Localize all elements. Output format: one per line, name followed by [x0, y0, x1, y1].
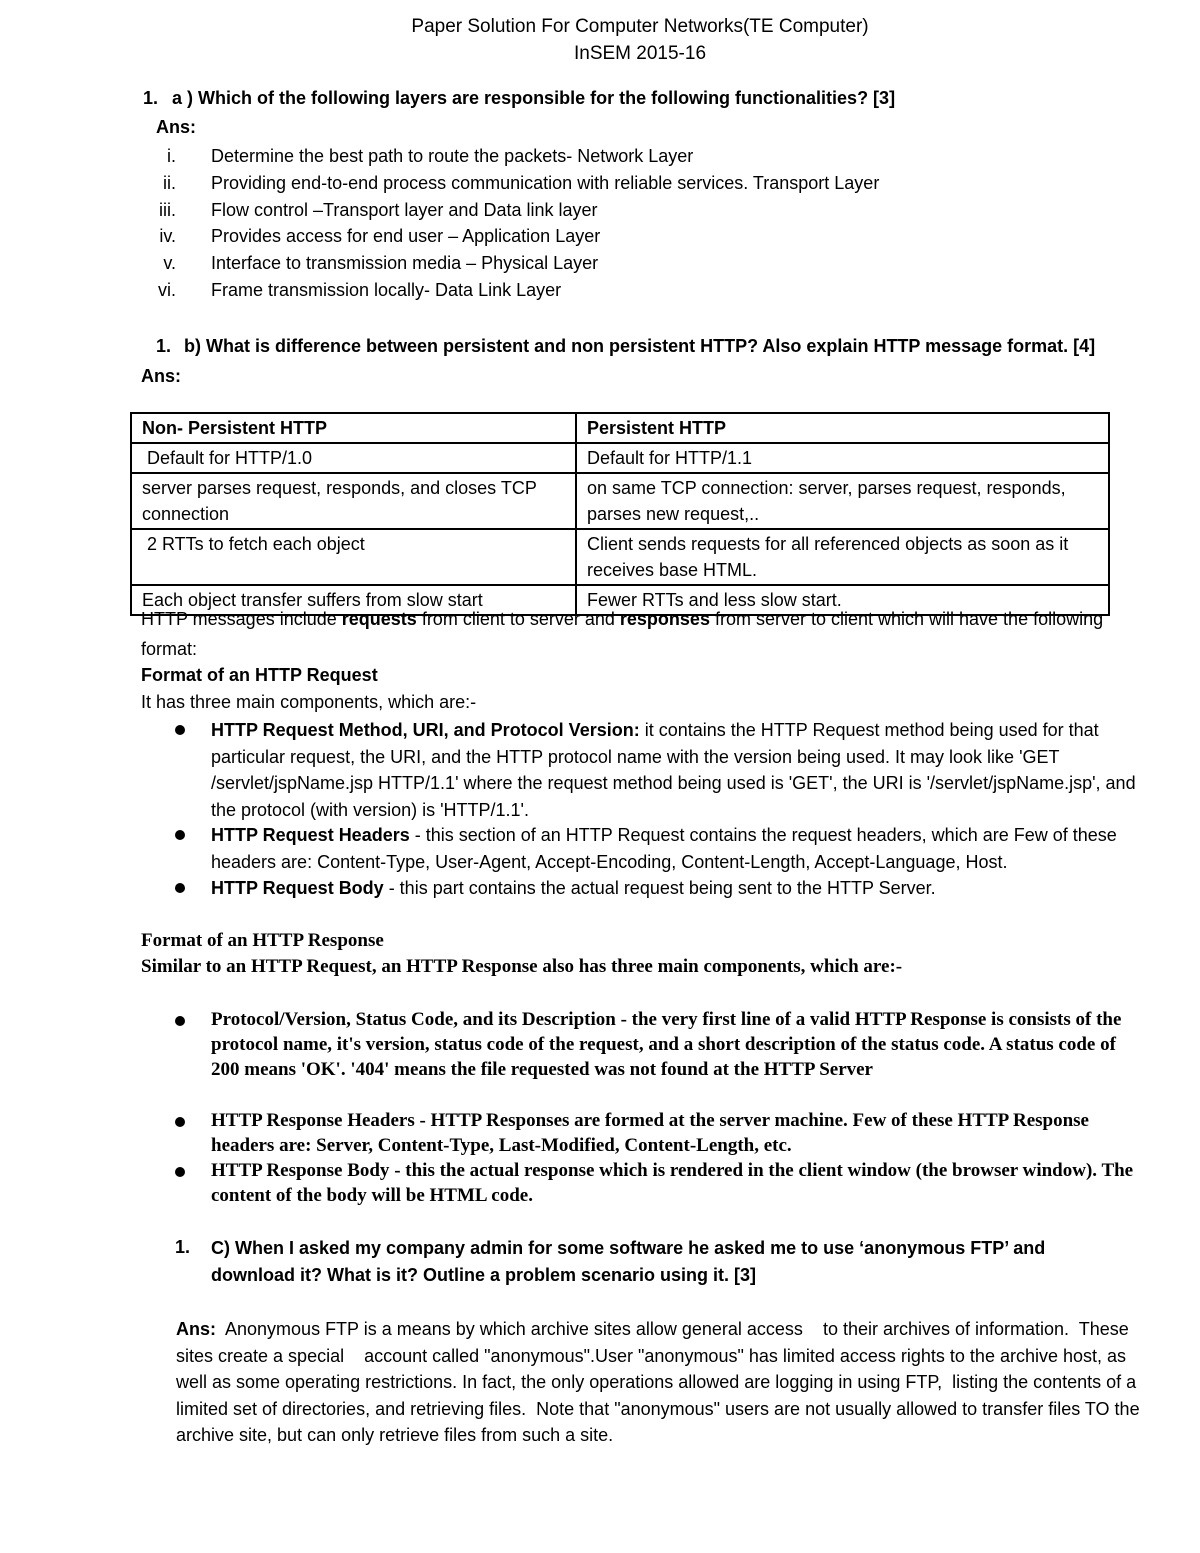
list-item — [211, 1108, 1146, 1158]
list-item: Providing end-to-end process communication with reliable services. Transport Layer — [211, 173, 880, 193]
table-cell: on same TCP connection: server, parses request, responds, parses new request,.. — [576, 473, 1109, 529]
intro-requests: requests — [341, 609, 417, 629]
intro-text: from client to server and — [416, 609, 620, 629]
table-header-cell: Non- Persistent HTTP — [131, 413, 576, 443]
table-cell: Each object transfer suffers from slow start — [131, 585, 576, 615]
table-cell: 2 RTTs to fetch each object — [131, 529, 576, 585]
question-1b-number: 1. — [156, 336, 172, 356]
answer-1c-text: Anonymous FTP is a means by which archive sites allow general access to their archives of information. These sites create a special account called "anonymous".User "anonymous" has limited access rights to the archive host, as well as some operating restrictions. In fact, the only operations allowed are logging in using FTP, listing the contents of a limited set of directories, and retrieving files. Note that "anonymous" users are not usually allowed to transfer files TO the archive site, but can only retrieve files from such a site. — [176, 1319, 1145, 1445]
list-item: Interface to transmission media – Physical Layer — [211, 253, 599, 273]
list-item-label: HTTP Response Body — [211, 1160, 390, 1181]
bullet-icon — [175, 883, 185, 893]
list-item-number: i. — [167, 146, 176, 166]
list-item-label: HTTP Request Body — [211, 878, 384, 898]
answer-label-1a: Ans: — [156, 117, 196, 137]
bullet-icon — [175, 725, 185, 735]
table-cell: Fewer RTTs and less slow start. — [576, 585, 1109, 615]
bullet-icon — [175, 1117, 185, 1127]
table-header-row — [131, 413, 1109, 443]
question-1b: b) What is difference between persistent and non persistent HTTP? Also explain HTTP message format. [4] — [184, 336, 1096, 356]
list-item-label: HTTP Request Method, URI, and Protocol Version: — [211, 720, 640, 740]
comparison-table — [130, 412, 1110, 616]
document-subtitle: InSEM 2015-16 — [573, 43, 707, 64]
list-item-number: ii. — [163, 173, 176, 193]
list-item — [211, 822, 1141, 875]
list-item-text: it contains the HTTP Request method being used for that particular request, the URI, and the HTTP protocol name with the version being used. It may look like 'GET /servlet/jspName.jsp HTTP/1.1' where the request method being used is 'GET', the URI is '/servlet/jspName.jsp', and the protocol (with version) is 'HTTP/1.1'. — [211, 720, 1136, 820]
list-item — [211, 1158, 1146, 1208]
request-format-heading: Format of an HTTP Request — [141, 665, 378, 685]
list-item: Provides access for end user – Application Layer — [211, 226, 601, 246]
table-cell: Default for HTTP/1.0 — [131, 443, 576, 473]
question-1a: a ) Which of the following layers are responsible for the following functionalities? [3] — [172, 88, 896, 108]
table-cell: Client sends requests for all referenced objects as soon as it receives base HTML. — [576, 529, 1109, 585]
list-item — [211, 1007, 1146, 1082]
list-item-label: HTTP Request Headers — [211, 825, 410, 845]
list-item-number: vi. — [158, 280, 176, 300]
request-format-intro: It has three main components, which are:- — [141, 692, 477, 712]
table-cell: server parses request, responds, and closes TCP connection — [131, 473, 576, 529]
table-row — [131, 443, 1109, 473]
bullet-icon — [175, 830, 185, 840]
question-1a-number: 1. — [143, 88, 159, 108]
bullet-icon — [175, 1016, 185, 1026]
list-item-number: iii. — [159, 200, 176, 220]
intro-text: HTTP messages include — [141, 609, 342, 629]
document-title: Paper Solution For Computer Networks(TE Computer) — [411, 16, 869, 37]
list-item-text: - this part contains the actual request being sent to the HTTP Server. — [383, 878, 936, 898]
list-item-text: - the very first line of a valid HTTP Response is consists of the protocol name, it's version, status code of the request, and a short description of the status code. A status code of 200 means 'OK'. '404' means the file requested was not found at the HTTP Server — [211, 1009, 1122, 1080]
question-1c: C) When I asked my company admin for some software he asked me to use ‘anonymous FTP’ and download it? What is it? Outline a problem scenario using it. [3] — [211, 1238, 1046, 1285]
list-item-number: iv. — [159, 226, 176, 246]
list-item-text: - this the actual response which is rendered in the client window (the browser window). The content of the body will be HTML code. — [211, 1160, 1134, 1206]
list-item-text: - this section of an HTTP Request contains the request headers, which are Few of these headers are: Content-Type, User-Agent, Accept-Encoding, Content-Length, Accept-Language, Host. — [211, 825, 1117, 872]
list-item: Flow control –Transport layer and Data link layer — [211, 200, 598, 220]
http-messages-intro — [141, 604, 1121, 664]
response-format-intro: Similar to an HTTP Request, an HTTP Response also has three main components, which are:- — [141, 956, 903, 977]
table-row — [131, 473, 1109, 529]
table-cell: Default for HTTP/1.1 — [576, 443, 1109, 473]
list-item-label: Protocol/Version, Status Code, and its Description — [211, 1009, 616, 1030]
answer-label-1c: Ans: — [176, 1319, 216, 1339]
list-item-text: - HTTP Responses are formed at the server machine. Few of these HTTP Response headers are: Server, Content-Type, Last-Modified, Content-Length, etc. — [211, 1110, 1089, 1156]
table-row — [131, 529, 1109, 585]
list-item: Determine the best path to route the packets- Network Layer — [211, 146, 694, 166]
list-item-label: HTTP Response Headers — [211, 1110, 415, 1131]
bullet-icon — [175, 1167, 185, 1177]
intro-responses: responses — [619, 609, 710, 629]
list-item: Frame transmission locally- Data Link Layer — [211, 280, 562, 300]
list-item — [211, 875, 1141, 902]
question-1c-number: 1. — [175, 1237, 191, 1257]
list-item — [211, 717, 1141, 823]
response-format-heading: Format of an HTTP Response — [141, 930, 384, 951]
table-header-cell: Persistent HTTP — [576, 413, 1109, 443]
list-item-number: v. — [163, 253, 176, 273]
answer-label-1b: Ans: — [141, 366, 181, 386]
answer-1c — [176, 1316, 1146, 1449]
intro-text: from server to client which will have the following format: — [141, 609, 1104, 659]
